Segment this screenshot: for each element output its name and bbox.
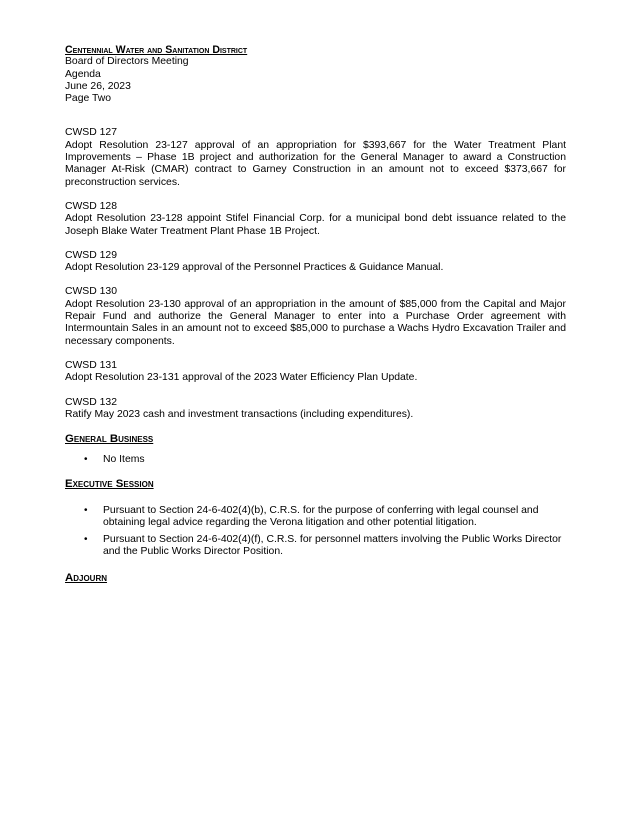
item-text: Adopt Resolution 23-131 approval of the 2023 Water Efficiency Plan Update. xyxy=(65,372,418,384)
agenda-item xyxy=(65,127,566,188)
organization-name: Centennial Water and Sanitation District xyxy=(65,44,248,56)
item-label: CWSD 127 xyxy=(65,127,117,139)
general-business-list xyxy=(65,454,566,466)
bullet-text: Pursuant to Section 24-6-402(4)(f), C.R.S. for personnel matters involving the Public Works Director and the Public Works Director Position. xyxy=(103,533,562,557)
list-item xyxy=(65,505,566,530)
item-label: CWSD 130 xyxy=(65,286,117,298)
meeting-date: June 26, 2023 xyxy=(65,80,131,92)
bullet-text: Pursuant to Section 24-6-402(4)(b), C.R.S. for the purpose of conferring with legal counsel and obtaining legal advice regarding the Verona litigation and other potential litigation. xyxy=(103,505,539,529)
list-item xyxy=(65,534,566,559)
resolution-items xyxy=(65,127,566,421)
adjourn-heading: Adjourn xyxy=(65,572,108,585)
bullet-text: No Items xyxy=(103,454,145,466)
agenda-item xyxy=(65,250,566,275)
bullet-icon: • xyxy=(84,454,88,466)
page-number: Page Two xyxy=(65,93,112,105)
item-text: Adopt Resolution 23-127 approval of an appropriation for $393,667 for the Water Treatment Plant Improvements – Phase 1B project and authorization for the General Manager to award a Construction Manager At-Risk (CMAR) contract to Garney Construction in an amount not to exceed $373,667 for preconstruction services. xyxy=(65,139,566,188)
agenda-item xyxy=(65,360,566,385)
bullet-icon: • xyxy=(84,505,88,517)
meeting-title: Board of Directors Meeting xyxy=(65,56,189,68)
agenda-item xyxy=(65,286,566,347)
item-label: CWSD 129 xyxy=(65,249,117,261)
list-item xyxy=(65,454,566,466)
item-label: CWSD 132 xyxy=(65,396,117,408)
document-type: Agenda xyxy=(65,68,101,80)
item-text: Adopt Resolution 23-130 approval of an appropriation in the amount of $85,000 from the Capital and Major Repair Fund and authorize the General Manager to enter into a Purchase Order agreement with Intermountain Sales in an amount not to exceed $85,000 to purchase a Wachs Hydro Excavation Trailer and necessary components. xyxy=(65,298,566,347)
item-label: CWSD 131 xyxy=(65,359,117,371)
executive-session-list xyxy=(65,505,566,558)
agenda-item xyxy=(65,397,566,422)
general-business-heading: General Business xyxy=(65,433,154,446)
executive-session-heading: Executive Session xyxy=(65,477,154,490)
item-text: Adopt Resolution 23-128 appoint Stifel Financial Corp. for a municipal bond debt issuance related to the Joseph Blake Water Treatment Plant Phase 1B Project. xyxy=(65,213,566,237)
item-label: CWSD 128 xyxy=(65,200,117,212)
agenda-page xyxy=(65,44,566,585)
item-text: Adopt Resolution 23-129 approval of the Personnel Practices & Guidance Manual. xyxy=(65,262,444,274)
agenda-item xyxy=(65,201,566,238)
bullet-icon: • xyxy=(84,533,88,545)
item-text: Ratify May 2023 cash and investment transactions (including expenditures). xyxy=(65,408,414,420)
document-header xyxy=(65,44,566,105)
